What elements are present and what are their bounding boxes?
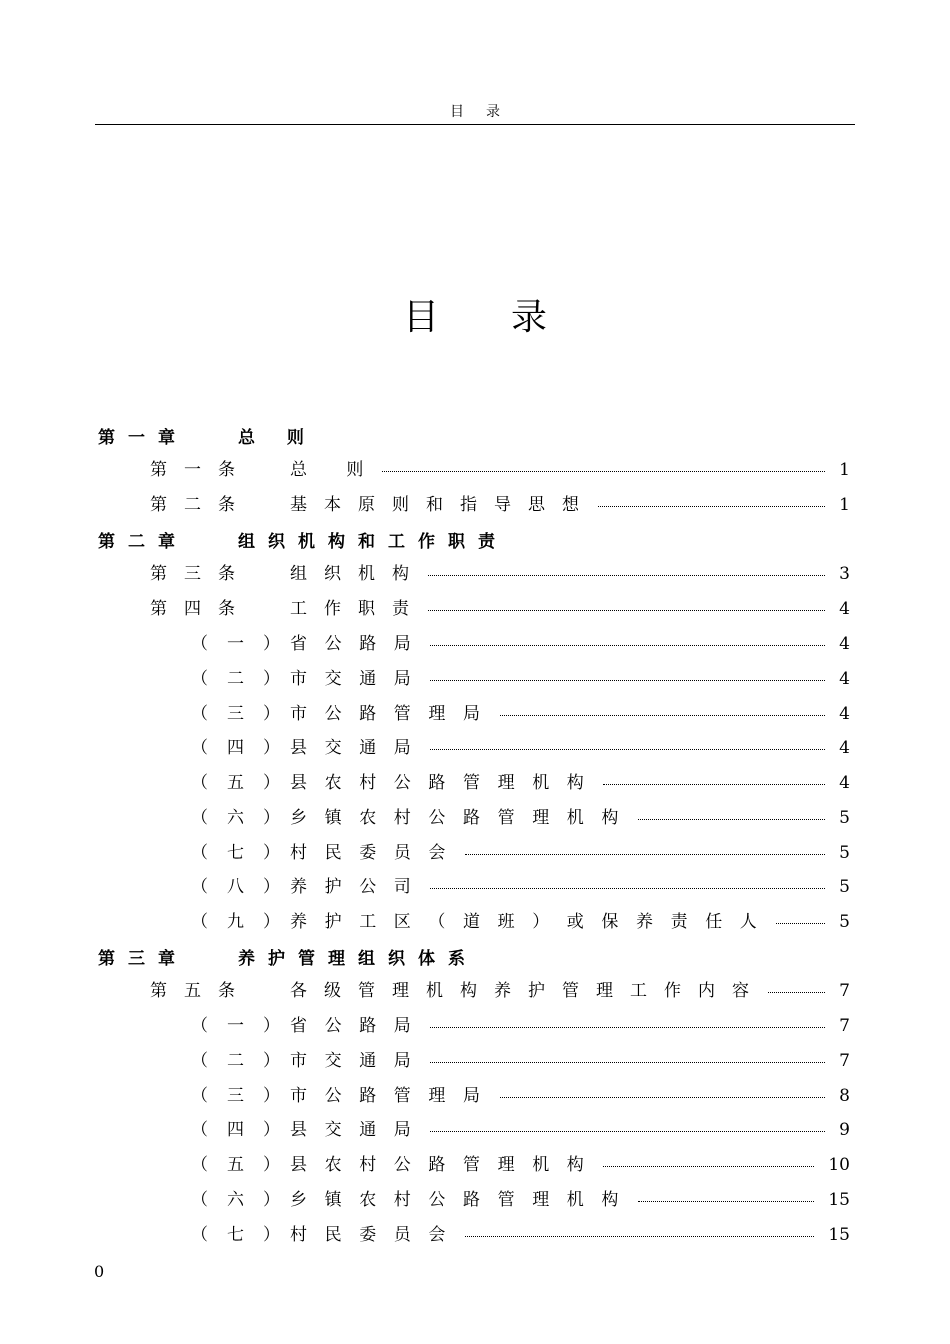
toc-dot-leader bbox=[776, 923, 825, 924]
toc-dot-leader bbox=[430, 680, 825, 681]
toc-entry-item[interactable] bbox=[0, 1113, 950, 1147]
toc-entry-title: 省公路局 bbox=[290, 1016, 429, 1036]
toc-entry-title: 工作职责 bbox=[290, 599, 426, 619]
toc-entry-title: 乡镇农村公路管理机构 bbox=[290, 1190, 636, 1210]
toc-entry-item[interactable] bbox=[0, 1009, 950, 1043]
toc-page-number: 4 bbox=[839, 669, 850, 689]
toc-page-number: 7 bbox=[839, 1016, 850, 1036]
toc-entry-item[interactable] bbox=[0, 905, 950, 939]
toc-page-number: 3 bbox=[839, 564, 850, 584]
header-rule bbox=[95, 124, 855, 125]
toc-page-number: 15 bbox=[828, 1225, 850, 1245]
toc-entry-title: 乡镇农村公路管理机构 bbox=[290, 808, 636, 828]
toc-page-number: 4 bbox=[839, 773, 850, 793]
toc-dot-leader bbox=[430, 645, 825, 646]
toc-entry-item[interactable] bbox=[0, 627, 950, 661]
toc-entry-item[interactable] bbox=[0, 766, 950, 800]
toc-entry-item[interactable] bbox=[0, 1218, 950, 1252]
toc-dot-leader bbox=[598, 506, 825, 507]
toc-page-number: 15 bbox=[828, 1190, 850, 1210]
toc-entry-label: 第二条 bbox=[150, 495, 252, 515]
toc-entry-title: 县交通局 bbox=[290, 1120, 429, 1140]
toc-dot-leader bbox=[638, 1201, 814, 1202]
toc-page-number: 4 bbox=[839, 599, 850, 619]
toc-entry-article[interactable] bbox=[0, 488, 950, 522]
toc-entry-title: 基本原则和指导思想 bbox=[290, 495, 596, 515]
toc-entry-label: （八） bbox=[191, 877, 299, 897]
toc-entry-item[interactable] bbox=[0, 801, 950, 835]
toc-dot-leader bbox=[465, 1236, 814, 1237]
toc-entry-item[interactable] bbox=[0, 697, 950, 731]
toc-page-number: 8 bbox=[839, 1086, 850, 1106]
toc-page-number: 4 bbox=[839, 634, 850, 654]
toc-dot-leader bbox=[500, 715, 826, 716]
toc-entry-label: （一） bbox=[191, 1016, 299, 1036]
toc-entry-title: 总 则 bbox=[290, 460, 381, 480]
toc-dot-leader bbox=[428, 610, 825, 611]
toc-entry-article[interactable] bbox=[0, 453, 950, 487]
toc-dot-leader bbox=[382, 471, 825, 472]
toc-page-number: 5 bbox=[839, 808, 850, 828]
toc-entry-label: （三） bbox=[191, 1086, 299, 1106]
toc-entry-label: （六） bbox=[191, 1190, 299, 1210]
toc-page-number: 9 bbox=[839, 1120, 850, 1140]
toc-entry-label: 第三条 bbox=[150, 564, 252, 584]
toc-entry-label: （九） bbox=[191, 912, 299, 932]
toc-entry-label: （七） bbox=[191, 843, 299, 863]
toc-entry-chapter[interactable] bbox=[0, 942, 950, 976]
toc-dot-leader bbox=[500, 1097, 826, 1098]
toc-entry-label: 第五条 bbox=[150, 981, 252, 1001]
toc-dot-leader bbox=[638, 819, 825, 820]
toc-dot-leader bbox=[430, 1062, 825, 1063]
toc-entry-item[interactable] bbox=[0, 1148, 950, 1182]
toc-dot-leader bbox=[768, 992, 825, 993]
toc-entry-title: 村民委员会 bbox=[290, 843, 463, 863]
toc-entry-article[interactable] bbox=[0, 592, 950, 626]
toc-entry-label: （六） bbox=[191, 808, 299, 828]
toc-page-number: 7 bbox=[839, 1051, 850, 1071]
toc-page-number: 4 bbox=[839, 704, 850, 724]
toc-entry-title: 县交通局 bbox=[290, 738, 429, 758]
toc-entry-item[interactable] bbox=[0, 836, 950, 870]
toc-entry-title: 市公路管理局 bbox=[290, 704, 498, 724]
toc-dot-leader bbox=[430, 888, 825, 889]
toc-entry-label: （二） bbox=[191, 669, 299, 689]
toc-entry-label: 第一条 bbox=[150, 460, 252, 480]
toc-entry-label: （二） bbox=[191, 1051, 299, 1071]
toc-entry-label: 第二章 bbox=[98, 532, 188, 552]
toc-entry-title: 省公路局 bbox=[290, 634, 429, 654]
toc-page-number: 7 bbox=[839, 981, 850, 1001]
toc-entry-title: 养护管理组织体系 bbox=[238, 949, 478, 969]
toc-entry-item[interactable] bbox=[0, 1183, 950, 1217]
toc-entry-label: （四） bbox=[191, 1120, 299, 1140]
toc-entry-chapter[interactable] bbox=[0, 525, 950, 559]
toc-dot-leader bbox=[603, 784, 825, 785]
running-header: 目录 bbox=[450, 104, 522, 120]
toc-page-number: 1 bbox=[839, 460, 850, 480]
toc-dot-leader bbox=[430, 1131, 825, 1132]
toc-entry-label: （五） bbox=[191, 773, 299, 793]
toc-entry-label: （一） bbox=[191, 634, 299, 654]
toc-entry-title: 市交通局 bbox=[290, 669, 429, 689]
toc-entry-article[interactable] bbox=[0, 557, 950, 591]
toc-entry-item[interactable] bbox=[0, 1079, 950, 1113]
toc-entry-label: 第四条 bbox=[150, 599, 252, 619]
toc-dot-leader bbox=[603, 1166, 814, 1167]
toc-entry-item[interactable] bbox=[0, 662, 950, 696]
toc-entry-title: 县农村公路管理机构 bbox=[290, 773, 602, 793]
toc-entry-title: 县农村公路管理机构 bbox=[290, 1155, 602, 1175]
toc-entry-label: 第一章 bbox=[98, 428, 188, 448]
toc-dot-leader bbox=[430, 749, 825, 750]
toc-dot-leader bbox=[430, 1027, 825, 1028]
toc-entry-title: 市交通局 bbox=[290, 1051, 429, 1071]
toc-entry-item[interactable] bbox=[0, 870, 950, 904]
toc-entry-title: 养护工区（道班）或保养责任人 bbox=[290, 912, 775, 932]
toc-page-number: 10 bbox=[828, 1155, 850, 1175]
toc-entry-title: 各级管理机构养护管理工作内容 bbox=[290, 981, 766, 1001]
toc-page-number: 1 bbox=[839, 495, 850, 515]
toc-entry-label: （五） bbox=[191, 1155, 299, 1175]
toc-entry-title: 组织机构和工作职责 bbox=[238, 532, 508, 552]
toc-entry-item[interactable] bbox=[0, 1044, 950, 1078]
toc-entry-title: 市公路管理局 bbox=[290, 1086, 498, 1106]
toc-dot-leader bbox=[465, 854, 825, 855]
toc-page-number: 4 bbox=[839, 738, 850, 758]
toc-dot-leader bbox=[428, 575, 825, 576]
page-title: 目录 bbox=[402, 297, 619, 338]
toc-entry-label: （三） bbox=[191, 704, 299, 724]
footer-page-number: 0 bbox=[94, 1262, 105, 1281]
toc-page-number: 5 bbox=[839, 843, 850, 863]
toc-entry-title: 总 则 bbox=[238, 428, 317, 448]
toc-entry-title: 养护公司 bbox=[290, 877, 429, 897]
toc-entry-chapter[interactable] bbox=[0, 421, 950, 455]
toc-page-number: 5 bbox=[839, 877, 850, 897]
toc-entry-label: （七） bbox=[191, 1225, 299, 1245]
toc-entry-label: 第三章 bbox=[98, 949, 188, 969]
toc-entry-article[interactable] bbox=[0, 974, 950, 1008]
toc-entry-title: 村民委员会 bbox=[290, 1225, 463, 1245]
toc-entry-title: 组织机构 bbox=[290, 564, 426, 584]
toc-entry-item[interactable] bbox=[0, 731, 950, 765]
toc-page-number: 5 bbox=[839, 912, 850, 932]
toc-entry-label: （四） bbox=[191, 738, 299, 758]
